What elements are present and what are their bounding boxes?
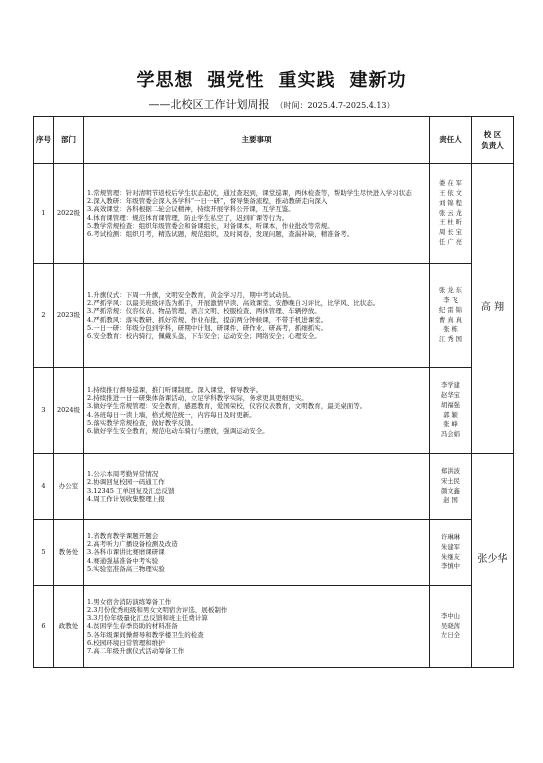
list-item: 4.体育课管理：规范体育课管理，防止学生私空了，迟到旷课等行为。 bbox=[87, 213, 289, 222]
subtitle-text: ——北校区工作计划周报 bbox=[148, 98, 270, 111]
person-name: 冯会娟 bbox=[441, 431, 460, 438]
slogan-3: 重实践 bbox=[278, 70, 336, 91]
person-name: 赵 国 bbox=[443, 497, 458, 505]
table-row bbox=[34, 164, 514, 264]
row-dept: 2023级 bbox=[54, 264, 84, 368]
list-item: 1.公示本周考勤异常情况 bbox=[87, 470, 159, 479]
list-item: 5.一日一研：年级分包到学科，研期中计划、研课件、研作业、研高考，抓细抓实。 bbox=[87, 323, 328, 332]
list-item: 3.高效课堂：各科根据二轮会议精神，持续开展学科公开课，互学互鉴。 bbox=[87, 205, 295, 214]
row-items bbox=[84, 264, 430, 368]
row-no: 4 bbox=[34, 454, 54, 520]
list-item: 2.深入教研：年级管委会深入各学科“一日一研”，督导集备流程，推动教研走向深入 bbox=[87, 197, 328, 206]
person-name: 张 云 龙 bbox=[439, 209, 462, 217]
row-items bbox=[84, 520, 430, 586]
person-name: 胡福强 bbox=[441, 401, 460, 409]
list-item: 6.校园环境日常管理和维护 bbox=[87, 638, 165, 647]
list-item: 6.做好学生安全教育，规范电动车骑行与摆放，强调运动安全。 bbox=[87, 426, 269, 435]
list-item: 2.严抓学风：以最美班级评选为抓手，开展激情早读、高效课堂、安静晚自习评比，比学风、比状态。 bbox=[87, 299, 380, 308]
row-items bbox=[84, 368, 430, 454]
person-name: 刘 锦 程 bbox=[439, 199, 462, 207]
person-name: 纪 雷 锦 bbox=[439, 306, 462, 314]
list-item: 3.12345 工单回复及汇总反馈 bbox=[87, 486, 175, 495]
person-name: 郭 颖 bbox=[443, 411, 458, 419]
list-item: 5.落实教学常规检查，做好教学反馈。 bbox=[87, 418, 198, 427]
col-header-no: 序号 bbox=[34, 117, 54, 164]
slogan-4: 建新功 bbox=[349, 70, 407, 91]
table-row bbox=[34, 520, 514, 586]
report-subtitle bbox=[0, 96, 543, 112]
person-name: 李慎中 bbox=[441, 563, 460, 571]
report-period: （时间：2025.4.7-2025.4.13） bbox=[275, 101, 395, 110]
list-item: 2.持续推进一日一研集体备课活动，立足学科教学实际，务求更具更细更实。 bbox=[87, 394, 308, 403]
col-header-dept: 部门 bbox=[54, 117, 84, 164]
person-name: 许琳琳 bbox=[441, 534, 460, 541]
row-no: 6 bbox=[34, 586, 54, 668]
person-name: 王 杜 昕 bbox=[439, 219, 462, 227]
person-name: 江 秀 国 bbox=[439, 336, 462, 343]
list-item: 4.贫困学生春季资助的材料准备 bbox=[87, 622, 178, 631]
list-item: 4.各班每日一读上墙，格式规范统一，内容每日及时更新。 bbox=[87, 410, 256, 419]
list-item: 1.男女宿舍消防演练筹备工作 bbox=[87, 598, 172, 607]
row-responsible bbox=[430, 586, 472, 668]
person-name: 周 长 宝 bbox=[439, 229, 462, 237]
person-name: 李中山 bbox=[441, 612, 460, 620]
person-name: 曹 真 真 bbox=[439, 316, 462, 324]
row-no: 2 bbox=[34, 264, 54, 368]
list-item: 3.做好学生常规管理：安全教育，感恩教育，爱国荣校，仪容仪表教育，文明教育，最美桌面等。 bbox=[87, 402, 367, 411]
list-item: 4.赛通强基准备中考实验 bbox=[87, 556, 159, 565]
work-plan-table bbox=[33, 116, 514, 668]
slogan-2: 强党性 bbox=[207, 70, 265, 91]
campus-lead-grade: 高 翔 bbox=[472, 164, 514, 454]
row-items bbox=[84, 164, 430, 264]
list-item: 6.安全教育：校内骑行，佩戴头盔，下车安全；运动安全；网络安全；心理安全。 bbox=[87, 331, 321, 340]
row-items bbox=[84, 586, 430, 668]
row-responsible bbox=[430, 164, 472, 264]
row-responsible bbox=[430, 454, 472, 520]
person-name: 宋士民 bbox=[441, 477, 460, 485]
person-name: 李学建 bbox=[441, 382, 460, 390]
person-name: 朱继友 bbox=[441, 553, 460, 561]
slogan-1: 学思想 bbox=[136, 70, 194, 91]
list-item: 2.3月份优秀班级和男女文明宿舍评选，展板制作 bbox=[87, 606, 228, 615]
row-dept: 办公室 bbox=[54, 454, 84, 520]
person-name: 郑洪波 bbox=[441, 468, 460, 475]
campus-lead-office: 张少华 bbox=[472, 454, 514, 668]
list-item: 3.各科市课讲比赛磨课研课 bbox=[87, 548, 165, 557]
col-header-items: 主要事项 bbox=[84, 117, 430, 164]
person-name: 任 广 亮 bbox=[439, 238, 462, 246]
list-item: 1.持续推行督导巡课，推门听课制度。深入课堂，督导教学。 bbox=[87, 386, 263, 395]
person-name: 颜文鑫 bbox=[441, 487, 460, 495]
list-item: 5.实验室准备高三物理实验 bbox=[87, 564, 165, 573]
person-name: 王 依 文 bbox=[439, 190, 462, 198]
list-item: 3.3月份年级量化汇总反馈和班主任费计算 bbox=[87, 614, 208, 623]
table-row bbox=[34, 368, 514, 454]
list-item: 1.省教育教学课题开题会 bbox=[87, 532, 159, 541]
list-item: 3.严抓常规：仪容仪表、物品管理、语言文明、校服检查、两休管理、车辆停放。 bbox=[87, 307, 321, 316]
row-responsible bbox=[430, 368, 472, 454]
person-name: 张 栋 bbox=[443, 326, 458, 334]
person-name: 李 飞 bbox=[443, 297, 458, 304]
list-item: 5.各年级课间操督导和教学楼卫生的检查 bbox=[87, 630, 204, 639]
list-item: 4.严抓教风：落实教研、抓好常规、作业布批，提前两分钟候课，不带手机进课堂。 bbox=[87, 315, 328, 324]
col-header-responsible: 责任人 bbox=[430, 117, 472, 164]
list-item: 4.周工作计划收集整理上报 bbox=[87, 494, 165, 503]
row-responsible bbox=[430, 264, 472, 368]
person-name: 朱建军 bbox=[441, 543, 460, 551]
row-no: 1 bbox=[34, 164, 54, 264]
list-item: 6.考试检测：组织月考，精选试题，规范组织，及时阅卷，发现问题，查漏补缺，精准备考。 bbox=[87, 229, 354, 238]
person-name: 张 峰 bbox=[443, 421, 458, 429]
table-row bbox=[34, 454, 514, 520]
list-item: 2.高考听力广播设备检测及改造 bbox=[87, 540, 178, 549]
list-item: 7.高二年级升旗仪式活动筹备工作 bbox=[87, 646, 185, 655]
row-dept: 2022级 bbox=[54, 164, 84, 264]
table-header-row bbox=[34, 117, 514, 164]
slogan-title bbox=[0, 66, 543, 92]
table-row bbox=[34, 586, 514, 668]
row-items bbox=[84, 454, 430, 520]
row-dept: 政教处 bbox=[54, 586, 84, 668]
row-dept: 教务处 bbox=[54, 520, 84, 586]
row-no: 5 bbox=[34, 520, 54, 586]
col-header-campus-lead: 校 区 负责人 bbox=[472, 117, 514, 164]
table-row bbox=[34, 264, 514, 368]
person-name: 娄 在 军 bbox=[439, 180, 462, 188]
person-name: 吴晓茜 bbox=[441, 622, 460, 630]
person-name: 左日全 bbox=[441, 632, 460, 640]
row-responsible bbox=[430, 520, 472, 586]
row-dept: 2024级 bbox=[54, 368, 84, 454]
list-item: 2.协调回复校园一码通工作 bbox=[87, 478, 165, 487]
row-no: 3 bbox=[34, 368, 54, 454]
list-item: 1.常规管理：针对清明节返校后学生状态起伏，通过查迟到，课堂巡课，两休检查等，帮助学生尽快进入学习状态 bbox=[87, 189, 412, 198]
person-name: 张 龙 东 bbox=[439, 287, 462, 295]
list-item: 1.升旗仪式：下周一升旗，文明安全教育，黄金学习月，期中考试动员。 bbox=[87, 291, 295, 300]
person-name: 赵华宝 bbox=[441, 392, 460, 399]
list-item: 5.教学常规检查：组织年级管委会和备课组长，对备课本，听课本，作业批改等常规。 bbox=[87, 221, 334, 230]
